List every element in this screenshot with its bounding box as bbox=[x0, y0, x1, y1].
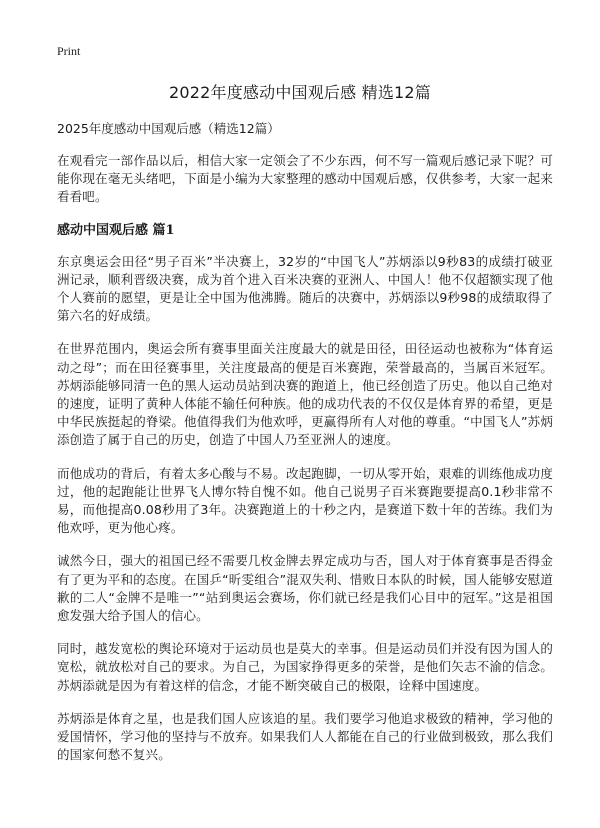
body-paragraph-5: 同时，越发宽松的舆论环境对于运动员也是莫大的幸事。但是运动员们并没有因为国人的宽松，就放松对自己的要求。为自己，为国家挣得更多的荣誉，是他们矢志不渝的信念。苏炳添就是因为有着这样的信念，才能不断突破自己的极限，诠释中国速度。 bbox=[57, 641, 553, 693]
body-paragraph-6: 苏炳添是体育之星，也是我们国人应该追的星。我们要学习他追求极致的精神，学习他的爱国情怀，学习他的坚持与不放弃。如果我们人人都能在自己的行业做到极致，那么我们的国家何愁不复兴。 bbox=[57, 710, 553, 763]
body-paragraph-3: 而他成功的背后，有着太多心酸与不易。改起跑脚，一切从零开始，艰难的训练他成功度过，他的起跑能让世界飞人博尔特自愧不如。他自己说男子百米赛跑要提高0.1秒非常不易，而他提高0.08秒用了3年。决赛跑道上的十秒之内，是赛道下数十年的苦练。我们为他欢呼，更为他心疼。 bbox=[57, 465, 553, 536]
document-subtitle: 2025年度感动中国观后感（精选12篇） bbox=[57, 121, 280, 136]
document-body bbox=[57, 120, 553, 779]
section-heading: 感动中国观后感 篇1 bbox=[57, 222, 175, 238]
print-link[interactable]: Print bbox=[57, 44, 81, 58]
page-title: 2022年度感动中国观后感 精选12篇 bbox=[169, 83, 431, 102]
body-paragraph-2: 在世界范围内，奥运会所有赛事里面关注度最大的就是田径，田径运动也被称为“体育运动之母”；而在田径赛事里，关注度最高的便是百米赛跑，荣誉最高的，当属百米冠军。苏炳添能够同清一色的黑人运动员站到决赛的跑道上，他已经创造了历史。他以自己绝对的速度，证明了黄种人体能不输任何种族。他的成功代表的不仅仅是体育界的希望，更是中华民族挺起的脊梁。他值得我们为他欢呼，更赢得所有人对他的尊重。“中国飞人”苏炳添创造了属于自己的历史，创造了中国人乃至亚洲人的速度。 bbox=[57, 341, 553, 448]
intro-paragraph: 在观看完一部作品以后，相信大家一定领会了不少东西，何不写一篇观后感记录下呢？可能你现在毫无头绪吧，下面是小编为大家整理的感动中国观后感，仅供参考，大家一起来看看吧。 bbox=[57, 153, 553, 205]
body-paragraph-4: 诚然今日，强大的祖国已经不需要几枚金牌去界定成功与否，国人对于体育赛事是否得金有了更为平和的态度。在国乒“昕雯组合”混双失利、惜败日本队的时候，国人能够安慰道歉的二人“金牌不是唯一”“站到奥运会赛场，你们就已经是我们心目中的冠军。”这是祖国愈发强大给予国人的信心。 bbox=[57, 553, 554, 624]
body-paragraph-1: 东京奥运会田径“男子百米”半决赛上，32岁的“中国飞人”苏炳添以9秒83的成绩打破亚洲记录，顺利晋级决赛，成为首个进入百米决赛的亚洲人、中国人！他不仅超额实现了他个人赛前的愿望，更是让全中国为他沸腾。随后的决赛中，苏炳添以9秒98的成绩取得了第六名的好成绩。 bbox=[57, 253, 553, 324]
